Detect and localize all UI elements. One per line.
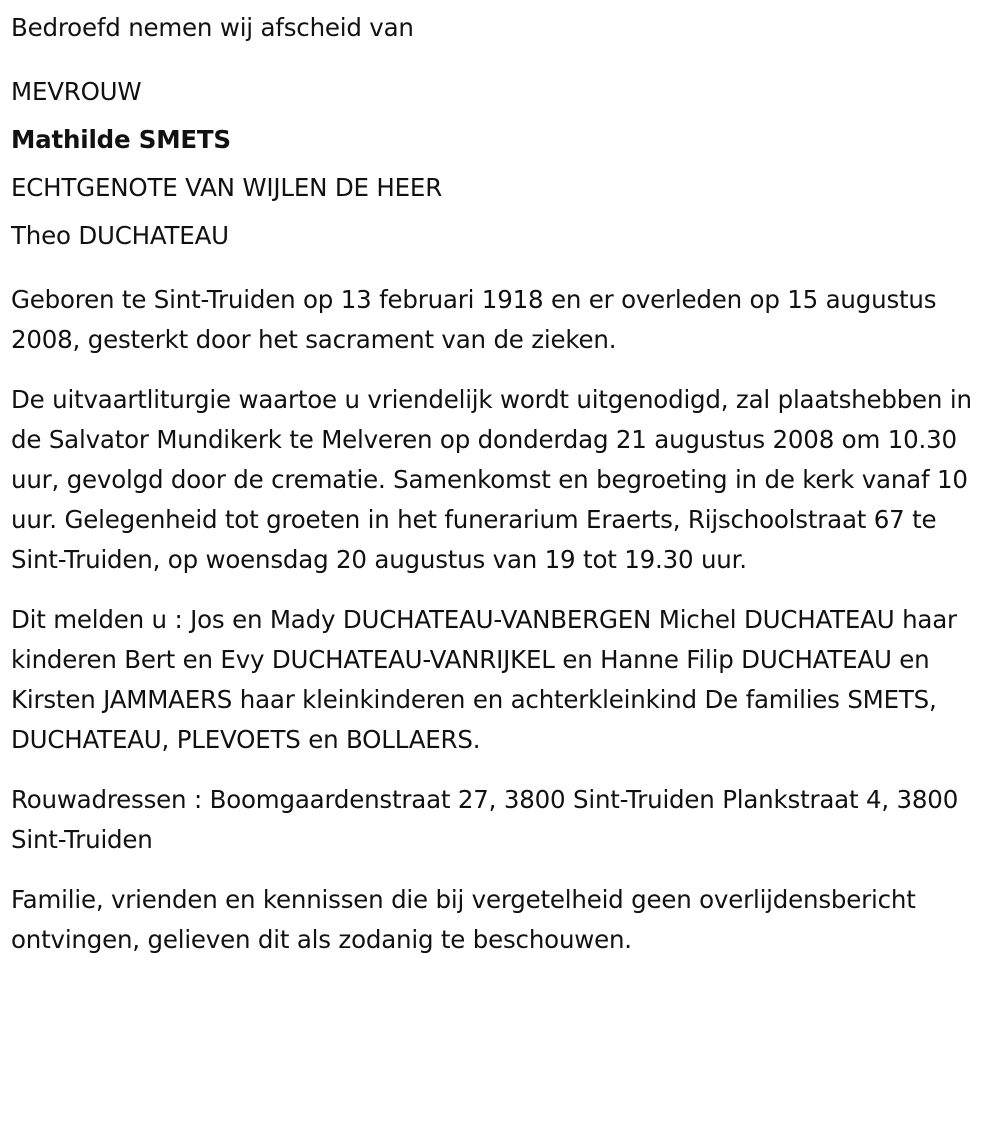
addresses-paragraph: Rouwadressen : Boomgaardenstraat 27, 3800 Sint-Truiden Plankstraat 4, 3800 Sint-Truiden (11, 785, 959, 854)
intro-text: Bedroefd nemen wij afscheid van (11, 13, 414, 42)
deceased-relation: ECHTGENOTE VAN WIJLEN DE HEER (11, 173, 443, 202)
death-notice (11, 4, 996, 960)
deceased-title: MEVROUW (11, 77, 142, 106)
birth-death-paragraph: Geboren te Sint-Truiden op 13 februari 1918 en er overleden op 15 augustus 2008, gesterkt door het sacrament van de zieken. (11, 285, 937, 354)
deceased-name: Mathilde SMETS (11, 125, 231, 154)
funeral-paragraph: De uitvaartliturgie waartoe u vriendelijk wordt uitgenodigd, zal plaatshebben in de Salvator Mundikerk te Melveren op donderdag 21 augustus 2008 om 10.30 uur, gevolgd door de crematie. Samenkomst en begroeting in de kerk vanaf 10 uur. Gelegenheid tot groeten in het funerarium Eraerts, Rijschoolstraat 67 te Sint-Truiden, op woensdag 20 augustus van 19 tot 19.30 uur. (11, 385, 972, 574)
family-paragraph: Dit melden u : Jos en Mady DUCHATEAU-VANBERGEN Michel DUCHATEAU haar kinderen Bert en Evy DUCHATEAU-VANRIJKEL en Hanne Filip DUCHATEAU en Kirsten JAMMAERS haar kleinkinderen en achterkleinkind De families SMETS, DUCHATEAU, PLEVOETS en BOLLAERS. (11, 605, 957, 754)
closing-paragraph: Familie, vrienden en kennissen die bij vergetelheid geen overlijdensbericht ontvingen, gelieven dit als zodanig te beschouwen. (11, 885, 916, 954)
spouse-name: Theo DUCHATEAU (11, 221, 229, 250)
